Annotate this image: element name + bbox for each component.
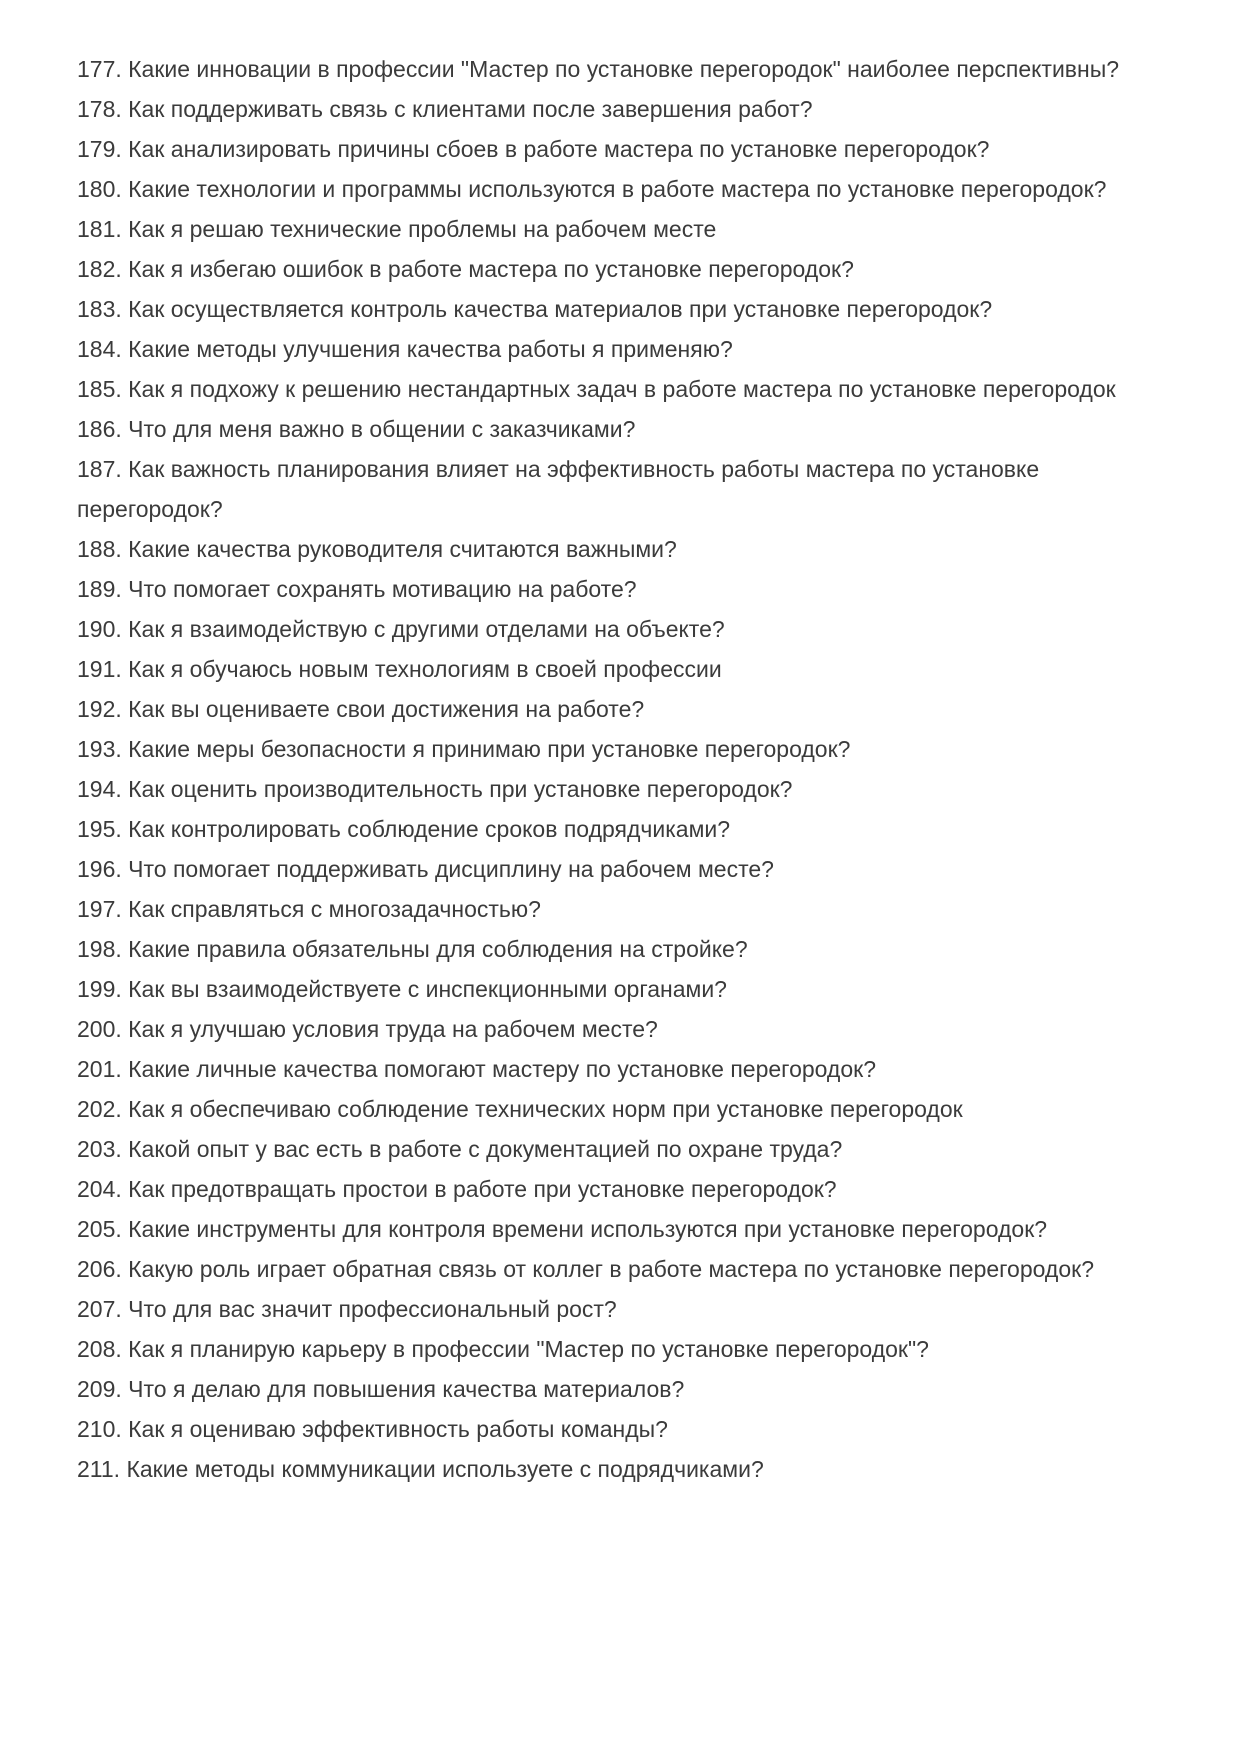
list-item-207: 207. Что для вас значит профессиональный рост? (77, 1296, 617, 1322)
list-item-189: 189. Что помогает сохранять мотивацию на работе? (77, 576, 637, 602)
list-item-178: 178. Как поддерживать связь с клиентами после завершения работ? (77, 96, 813, 122)
list-item-182: 182. Как я избегаю ошибок в работе мастера по установке перегородок? (77, 256, 854, 282)
list-item-183: 183. Как осуществляется контроль качества материалов при установке перегородок? (77, 296, 993, 322)
list-item-201: 201. Какие личные качества помогают мастеру по установке перегородок? (77, 1056, 877, 1082)
list-item-205: 205. Какие инструменты для контроля времени используются при установке перегородок? (77, 1216, 1048, 1242)
list-item-209: 209. Что я делаю для повышения качества материалов? (77, 1376, 685, 1402)
list-item-193: 193. Какие меры безопасности я принимаю при установке перегородок? (77, 736, 851, 762)
list-item-202: 202. Как я обеспечиваю соблюдение технических норм при установке перегородок (77, 1096, 963, 1122)
list-item-179: 179. Как анализировать причины сбоев в работе мастера по установке перегородок? (77, 136, 990, 162)
list-item-199: 199. Как вы взаимодействуете с инспекционными органами? (77, 976, 727, 1002)
list-item-203: 203. Какой опыт у вас есть в работе с документацией по охране труда? (77, 1136, 843, 1162)
list-item-210: 210. Как я оцениваю эффективность работы команды? (77, 1416, 668, 1442)
list-item-184: 184. Какие методы улучшения качества работы я применяю? (77, 336, 733, 362)
list-item-206: 206. Какую роль играет обратная связь от коллег в работе мастера по установке перегородок? (77, 1256, 1094, 1282)
list-item-187: 187. Как важность планирования влияет на эффективность работы мастера по установке перегородок? (77, 456, 1040, 522)
list-item-198: 198. Какие правила обязательны для соблюдения на стройке? (77, 936, 748, 962)
list-item-195: 195. Как контролировать соблюдение сроков подрядчиками? (77, 816, 731, 842)
list-item-208: 208. Как я планирую карьеру в профессии "Мастер по установке перегородок"? (77, 1336, 929, 1362)
list-item-191: 191. Как я обучаюсь новым технологиям в своей профессии (77, 656, 722, 682)
list-item-180: 180. Какие технологии и программы используются в работе мастера по установке перегородок? (77, 176, 1107, 202)
list-item-204: 204. Как предотвращать простои в работе при установке перегородок? (77, 1176, 837, 1202)
list-item-197: 197. Как справляться с многозадачностью? (77, 896, 541, 922)
question-list (77, 49, 1167, 1489)
list-item-186: 186. Что для меня важно в общении с заказчиками? (77, 416, 636, 442)
list-item-211: 211. Какие методы коммуникации используете с подрядчиками? (77, 1456, 764, 1482)
list-item-177: 177. Какие инновации в профессии "Мастер по установке перегородок" наиболее перспективны? (77, 56, 1120, 82)
list-item-192: 192. Как вы оцениваете свои достижения на работе? (77, 696, 645, 722)
list-item-196: 196. Что помогает поддерживать дисциплину на рабочем месте? (77, 856, 774, 882)
list-item-200: 200. Как я улучшаю условия труда на рабочем месте? (77, 1016, 658, 1042)
list-item-188: 188. Какие качества руководителя считаются важными? (77, 536, 677, 562)
list-item-194: 194. Как оценить производительность при установке перегородок? (77, 776, 793, 802)
list-item-181: 181. Как я решаю технические проблемы на рабочем месте (77, 216, 717, 242)
list-item-190: 190. Как я взаимодействую с другими отделами на объекте? (77, 616, 725, 642)
list-item-185: 185. Как я подхожу к решению нестандартных задач в работе мастера по установке перегородок (77, 376, 1116, 402)
